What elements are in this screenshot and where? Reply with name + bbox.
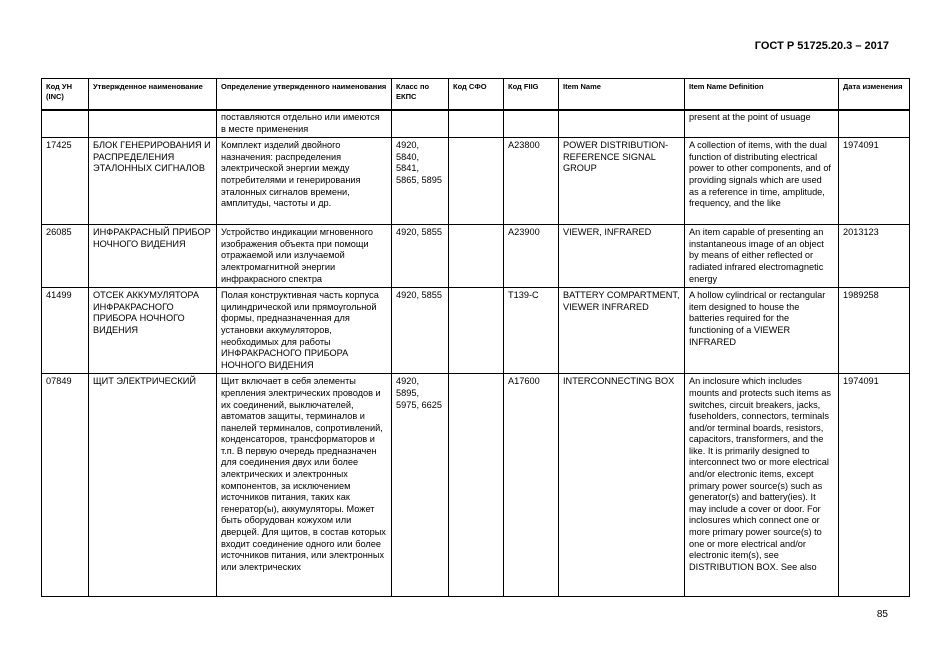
cell-class: 4920, 5895, 5975, 6625	[392, 374, 449, 597]
cell-definition: Устройство индикации мгновенного изображения объекта при помощи отражаемой или излучаемой электромагнитной энергии инфракрасного спектра	[217, 225, 392, 288]
cell-date: 1974091	[839, 138, 910, 225]
column-header-item-definition: Item Name Definition	[685, 79, 839, 111]
column-header-item-name: Item Name	[559, 79, 685, 111]
cell-inc: 07849	[42, 374, 89, 597]
column-header-sfo: Код СФО	[449, 79, 504, 111]
cell-date: 2013123	[839, 225, 910, 288]
table-header-row	[42, 79, 910, 111]
cell-name: ОТСЕК АККУМУЛЯТОРА ИНФРАКРАСНОГО ПРИБОРА НОЧНОГО ВИДЕНИЯ	[89, 288, 217, 374]
cell-name: БЛОК ГЕНЕРИРОВАНИЯ И РАСПРЕДЕЛЕНИЯ ЭТАЛОННЫХ СИГНАЛОВ	[89, 138, 217, 225]
cell-definition: поставляются отдельно или имеются в месте применения	[217, 110, 392, 138]
cell-sfo	[449, 110, 504, 138]
cell-inc	[42, 110, 89, 138]
cell-date: 1974091	[839, 374, 910, 597]
cell-item-name: VIEWER, INFRARED	[559, 225, 685, 288]
column-header-definition: Определение утвержденного наименования	[217, 79, 392, 111]
cell-fiig: A17600	[504, 374, 559, 597]
cell-item-definition: An inclosure which includes mounts and protects such items as switches, circuit breakers, jacks, fuseholders, connectors, terminals and/or terminal boards, resistors, capacitors, transformers, and the like. It is primarily designed to interconnect two or more electrical and/or electronic items, except primary power source(s) such as generator(s) and battery(ies). It may include a cover or door. For inclosures which connect one or more primary power source(s) to one or more electrical and/or electronic item(s), see DISTRIBUTION BOX. See also	[685, 374, 839, 597]
cell-name: ИНФРАКРАСНЫЙ ПРИБОР НОЧНОГО ВИДЕНИЯ	[89, 225, 217, 288]
column-header-inc: Код УН (INC)	[42, 79, 89, 111]
cell-item-name: BATTERY COMPARTMENT, VIEWER INFRARED	[559, 288, 685, 374]
column-header-fiig: Код FIIG	[504, 79, 559, 111]
cell-item-definition: present at the point of usuage	[685, 110, 839, 138]
cell-class: 4920, 5840, 5841, 5865, 5895	[392, 138, 449, 225]
document-header: ГОСТ Р 51725.20.3 – 2017	[754, 40, 889, 52]
cell-name: ЩИТ ЭЛЕКТРИЧЕСКИЙ	[89, 374, 217, 597]
table-row	[42, 288, 910, 374]
cell-date	[839, 110, 910, 138]
cell-item-definition: A hollow cylindrical or rectangular item designed to house the batteries required for the functioning of a VIEWER INFRARED	[685, 288, 839, 374]
cell-fiig: A23900	[504, 225, 559, 288]
cell-definition: Щит включает в себя элементы крепления электрических проводов и их соединений, выключателей, автоматов защиты, терминалов и панелей терминалов, сопротивлений, конденсаторов, трансформаторов и т.п. В первую очередь предназначен для соединения двух или более электрических и электронных компонентов, за исключением источников питания, таких как генератор(ы), аккумуляторы. Может быть оборудован кожухом или дверцей. Для щитов, в состав которых входит соединение одного или более источников питания, или электронных или электрических	[217, 374, 392, 597]
column-header-approved-name: Утвержденное наименование	[89, 79, 217, 111]
table-row	[42, 374, 910, 597]
cell-definition: Полая конструктивная часть корпуса цилиндрической или прямоугольной формы, предназначенная для установки аккумуляторов, необходимых для работы ИНФРАКРАСНОГО ПРИБОРА НОЧНОГО ВИДЕНИЯ	[217, 288, 392, 374]
cell-date: 1989258	[839, 288, 910, 374]
table-row	[42, 138, 910, 225]
cell-item-name	[559, 110, 685, 138]
cell-fiig: A23800	[504, 138, 559, 225]
cell-inc: 41499	[42, 288, 89, 374]
column-header-date: Дата изменения	[839, 79, 910, 111]
cell-item-definition: An item capable of presenting an instantaneous image of an object by means of either reflected or radiated infrared electromagnetic energy	[685, 225, 839, 288]
cell-name	[89, 110, 217, 138]
cell-sfo	[449, 374, 504, 597]
cell-item-name: POWER DISTRIBUTION-REFERENCE SIGNAL GROUP	[559, 138, 685, 225]
cell-inc: 26085	[42, 225, 89, 288]
cell-sfo	[449, 225, 504, 288]
cell-fiig	[504, 110, 559, 138]
cell-class	[392, 110, 449, 138]
cell-fiig: T139-C	[504, 288, 559, 374]
cell-item-definition: A collection of items, with the dual function of distributing electrical power to other components, and of providing signals which are used as a reference in time, amplitude, frequency, and the like	[685, 138, 839, 225]
catalog-table	[41, 78, 910, 597]
cell-inc: 17425	[42, 138, 89, 225]
cell-class: 4920, 5855	[392, 225, 449, 288]
cell-sfo	[449, 288, 504, 374]
cell-class: 4920, 5855	[392, 288, 449, 374]
table-row	[42, 225, 910, 288]
cell-sfo	[449, 138, 504, 225]
table-row	[42, 110, 910, 138]
column-header-class: Класс по ЕКПС	[392, 79, 449, 111]
cell-item-name: INTERCONNECTING BOX	[559, 374, 685, 597]
page-number: 85	[876, 609, 888, 620]
cell-definition: Комплект изделий двойного назначения: распределения электрической энергии между потребителями и генерирования эталонных сигналов времени, амплитуды, частоты и др.	[217, 138, 392, 225]
